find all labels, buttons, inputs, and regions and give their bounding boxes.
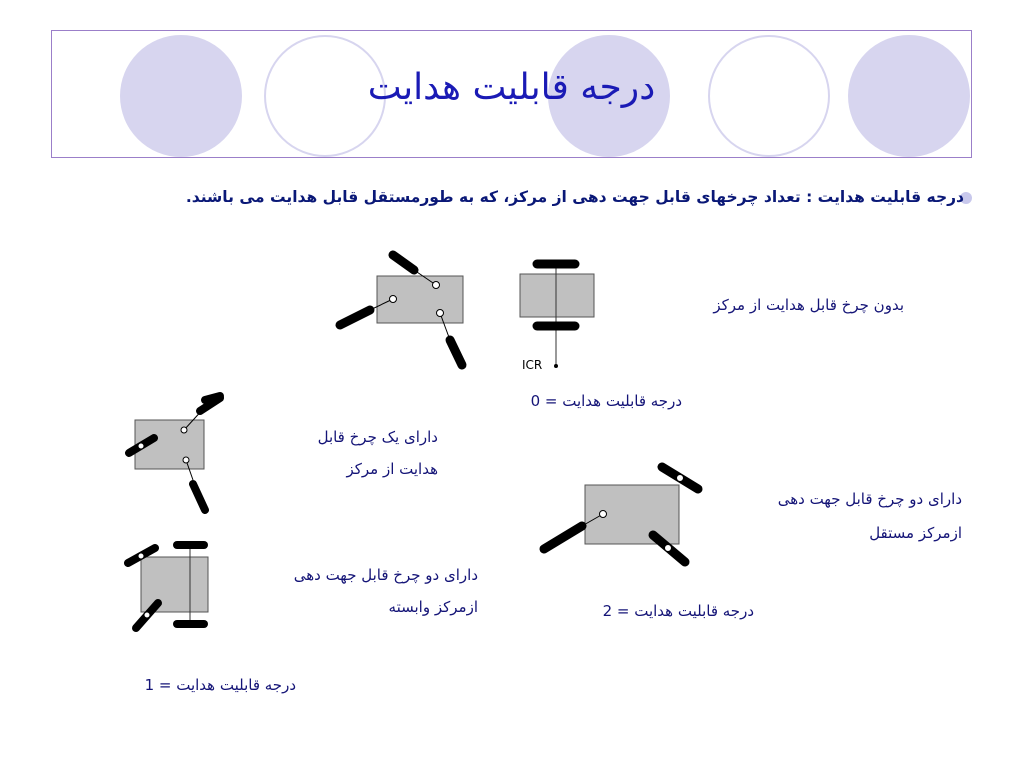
- robot-two-dependent: [128, 542, 208, 628]
- slide-title: درجه قابلیت هدایت: [367, 67, 656, 108]
- label-degree-1: درجه قابلیت هدایت = 1: [144, 676, 296, 694]
- label-degree-2: درجه قابلیت هدایت = 2: [602, 602, 754, 620]
- label-degree-0: درجه قابلیت هدایت = 0: [530, 392, 682, 410]
- definition-text: درجه قابلیت هدایت : تعداد چرخهای قابل جهت دهی از مرکز، که به طورمستقل قابل هدایت می باشند.: [185, 188, 964, 206]
- robot-two-independent: [544, 467, 698, 562]
- robot-one-steer: [129, 396, 220, 510]
- label-icr: ICR: [522, 358, 543, 372]
- label-two-dep-1: دارای دو چرخ قابل جهت دهی: [293, 566, 478, 584]
- label-two-ind-1: دارای دو چرخ قابل جهت دهی: [777, 490, 962, 508]
- label-two-dep-2: ازمرکز وابسته: [388, 598, 478, 616]
- robot-three-wheels: [340, 255, 463, 365]
- label-one-steer-1: دارای یک چرخ قابل: [317, 428, 438, 446]
- label-two-ind-2: ازمرکز مستقل: [869, 524, 962, 542]
- label-one-steer-2: هدایت از مرکز: [346, 460, 438, 478]
- label-no-steer: بدون چرخ قابل هدایت از مرکز: [713, 296, 904, 314]
